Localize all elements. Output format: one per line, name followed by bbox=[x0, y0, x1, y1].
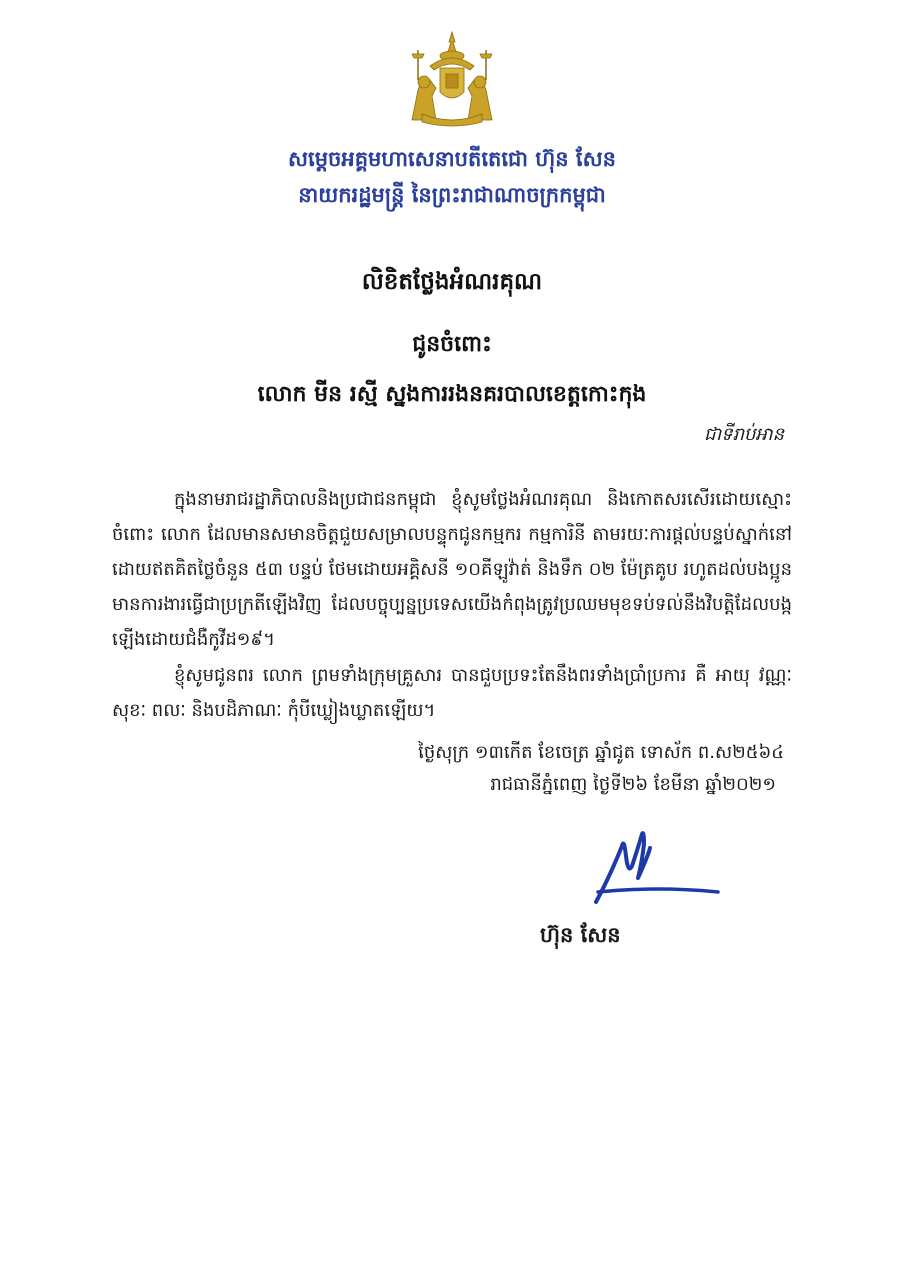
read-note: ជាទីរាប់អាន bbox=[704, 424, 784, 445]
royal-coat-of-arms-icon bbox=[402, 30, 502, 130]
recipient-line: លោក មីន រស្មី ស្នងការរងនគរបាលខេត្តកោះកុង bbox=[257, 382, 647, 407]
date-solar: រាជធានីភ្នំពេញ ថ្ងៃទី២៦ ខែមីនា ឆ្នាំ២០២១ bbox=[490, 774, 776, 795]
body-paragraph-2: ខ្ញុំសូមជូនពរ លោក ព្រមទាំងក្រុមគ្រួសារ បានជួបប្រទះតែនឹងពរទាំងប្រាំប្រការ គឺ អាយុ វណ្ណៈ សុខៈ ពលៈ និងបដិភាណៈ កុំបីឃ្លៀងឃ្លាតឡើយ។ bbox=[112, 665, 792, 721]
handwritten-signature-icon bbox=[588, 826, 722, 908]
letter-title: លិខិតថ្លែងអំណរគុណ bbox=[361, 269, 543, 295]
body-paragraph-1: ក្នុងនាមរាជរដ្ឋាភិបាលនិងប្រជាជនកម្ពុជា ខ្ញុំសូមថ្លែងអំណរគុណ និងកោតសរសើរដោយស្មោះចំពោះ លោក ដែលមានសមានចិត្តជួយសម្រាលបន្ទុកជូនកម្មករ កម្មការិនី តាមរយៈការផ្តល់បន្ទប់ស្នាក់នៅដោយឥតគិតថ្លៃចំនួន ៥៣ បន្ទប់ ថែមដោយអគ្គិសនី ១០គីឡូវ៉ាត់ និងទឹក ០២ ម៉ែត្រគូប រហូតដល់បងប្អូនមានការងារធ្វើជាប្រក្រតីឡើងវិញ ដែលបច្ចុប្បន្នប្រទេសយើងកំពុងត្រូវប្រឈមមុខទប់ទល់នឹងវិបត្តិដែលបង្កឡើងដោយជំងឺកូវីដ១៩។ bbox=[112, 489, 792, 650]
to-label: ជូនចំពោះ bbox=[412, 332, 492, 357]
header-name: សម្ដេចអគ្គមហាសេនាបតីតេជោ ហ៊ុន សែន bbox=[288, 147, 616, 171]
header-position: នាយករដ្ឋមន្ត្រី នៃព្រះរាជាណាចក្រកម្ពុជា bbox=[298, 183, 606, 207]
date-lunar: ថ្ងៃសុក្រ ១៣កើត ខែចេត្រ ឆ្នាំជូត ទោស័ក ព.ស២៥៦៤ bbox=[418, 742, 784, 763]
signer-name: ហ៊ុន សែន bbox=[540, 923, 621, 947]
